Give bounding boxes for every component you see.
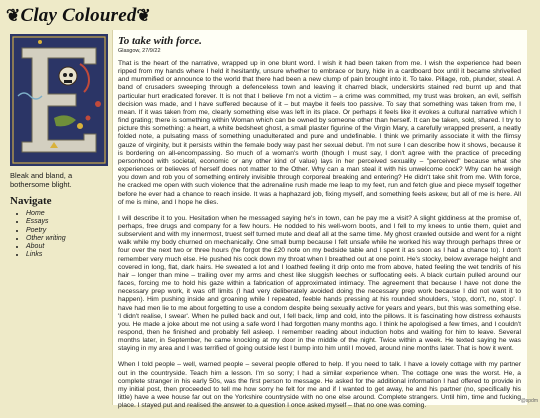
post-body <box>118 60 521 418</box>
nav-item-home[interactable]: • Home <box>26 210 110 218</box>
post-paragraph-1: That is the heart of the narrative, wrapped up in one blunt word. I wish it had been taken from me. I wish the experience had been ripped from my hands where I held it hesitantly, unsure whether to embrace or bury, hide in a cardboard box until it became shrivelled and mummified or announce to the world that there had been a new clump of pain brought into it. To take. Pillage, rob, plunder, steal. A band of crusaders sweeping through a defenceless town and leaving it charred black, underskirts stained red burnt up and that particular hurt eradicated forever. It is not that I believe I'm not a victim – a crime was committed, my trust was broken, an evil, selfish decision was made, and I have suffered because of it – but maybe it feels too passive. To say that something was taken from me, I mean. If it was taken from me, clearly something else was left in its place. Or perhaps it feels like it evokes a cultural narrative which I find grating; there is something within Woman which can be owned by someone other than herself. It can be taken, sold, shared. I try to picture this something: a heart, a white bedsheet ghost, a small plaster figurine of the Virgin Mary, a carefully wrapped present, a neatly folded note, a pulsating mass of something unadulterated and pure and undefinable. I think we primarily associate it with the flimsy gauze of virginity, but it persists within the female body way past her sexual debut. I'm not sure I can describe how it shows, because it is bordering on all-encompassing. So much of a woman's worth (though I must say, I don't agree with the practice of preceding personhood with societal, economic or any other kind of value) lays in her perceived sexuality – "perceived" because what she experiences or believes of herself does not matter to the Other. Why can a man steal it with his unwelcome cock? Why can he weigh you down and rob you of something entirely invisible through corporeal breaking and entering? He didn't take shit from me. With force, he cracked me open with such violence that the adrenaline rush made me leap to my feet, run and fetch glue and piece myself together before he ever had a chance to reach inside. It was a haphazard job, fixing myself, and something feels askew, but all of me is here. All of me is mine, and I hope he dies. <box>118 60 521 206</box>
nav-item-poetry[interactable]: • Poetry <box>26 227 110 235</box>
illuminated-e-icon <box>10 34 108 166</box>
nav-item-essays[interactable]: • Essays <box>26 218 110 226</box>
nav-list <box>10 210 110 260</box>
post-paragraph-2: I will describe it to you. Hesitation when he messaged saying he's in town, can he pay me a visit? A slight giddiness at the promise of, perhaps, free drugs and company for a few hours. He nodded to his well-worn boots, and I fell to my knees to untie them, quiet and subservient and with my innermost, truest self turned mute and deaf all at the same time. My ghost crawled outside and went for a night walk while my body churned on mechanically. One small bump because I felt unsafe while he worked his way through perhaps three or four over the next two or three hours (he forgot the £20 note on my bedside table and I spent it as soon as I had a chance to). I don't remember very much else. He pushed his cock down my throat when I breathed out at one point. He's stocky, below average height and covered in long, flat, dark hairs. He sweated a lot and I loathed feeling it drip onto me from above, hated feeling the wet tendrils of his hair – longer than mine – trailing over my arms and chest like sluggish leeches or suffocating eels. A black curtain pulled around our faces, forcing me to hold his gaze within a fabrication of approximated intimacy. The agreement that because I have not done the necessary prep work, it was off limits (I had very deliberately avoided doing the necessary prep work because I did not want it to happen). Him pushing inside and groaning while I repeated, feeble hands pressing at his rounded shoulders, 'stop, don't, no, stop'. I have had men lie to me about forgetting to use a condom despite being sexually active for years and years, but this was something else. 'I didn't realise, I swear'. When he pulled back and out, I fell back, limp and cold, into the pillows. It is fascinating how distress exhausts you. He made a joke about me not using a safe word I had forgotten many months ago. I think he apologised a few times, and I couldn't respond, then he finished and probably fell asleep. I remember reading about induction hobs and waiting for him to leave. Several months later, in September, he came knocking at my door in the middle of the night. Twice within a week. He texted saying he was staying in my area and I was terrified of going outside lest I bump into him until I moved, around nine months later. That is how it went. <box>118 214 521 353</box>
illuminated-letter-image <box>10 34 108 166</box>
sidebar <box>10 34 110 260</box>
site-header <box>0 0 540 30</box>
nav-heading: Navigate <box>10 195 52 207</box>
post-content <box>112 30 527 410</box>
site-title-text: Clay Coloured <box>20 5 137 26</box>
leaf-ornament-right-icon: ❦ <box>136 6 151 25</box>
leaf-ornament-left-icon: ❦ <box>6 6 21 25</box>
watermark: @spdm <box>520 398 538 404</box>
nav-item-about[interactable]: • About <box>26 243 110 251</box>
page-scrollbar[interactable] <box>527 30 540 405</box>
nav-item-other-writing[interactable]: • Other writing <box>26 235 110 243</box>
site-title[interactable] <box>6 5 151 27</box>
post-title: To take with force. <box>118 35 202 47</box>
sidebar-bio: Bleak and bland, a bothersome blight. <box>10 171 73 189</box>
nav-item-links[interactable]: • Links <box>26 251 110 259</box>
post-meta: Glasgow, 27/9/22 <box>118 48 161 54</box>
post-paragraph-3: When I told people – well, warned people – several people offered to help. If you need to talk. I have a lovely cottage with my partner out in the countryside. Teach him a lesson. I'm so sorry; I had a similar experience when. The cottage one was the worst. He, a complete stranger in his early 50s, was the first person to message. He asked for the additional information I had offered to provide in my initial post, then proceeded to tell me how sorry he felt for me and if I wanted to get away, he and his partner (no, specifically his little) have a wee house far out on the Yorkshire countryside with no one else around. Complete strangers. Until him, time and fucking place. I stayed put and realised the answer to a question I once asked myself – that no one was coming. <box>118 361 521 410</box>
